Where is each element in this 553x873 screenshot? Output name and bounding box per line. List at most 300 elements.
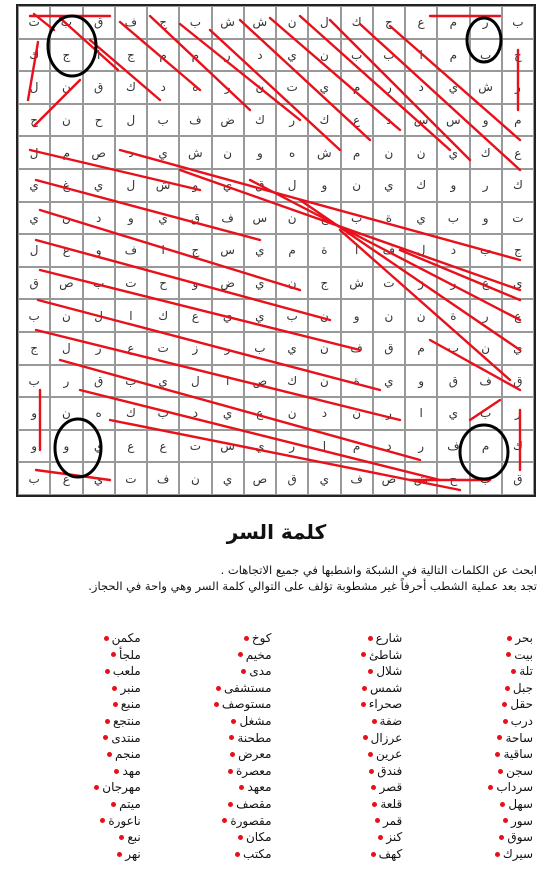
strike-dot-icon <box>239 785 244 790</box>
grid-cell: ك <box>244 104 276 137</box>
grid-cell: ش <box>341 267 373 300</box>
grid-cell: و <box>308 169 340 202</box>
strike-dot-icon <box>111 652 116 657</box>
word-text: بحر <box>515 631 533 645</box>
word-text: قلعة <box>380 796 403 811</box>
word-item <box>282 713 403 730</box>
grid-cell: ق <box>83 365 115 398</box>
grid-cell: د <box>373 104 405 137</box>
strike-dot-icon <box>105 719 110 724</box>
strike-dot-icon <box>362 686 367 691</box>
strike-dot-icon <box>214 702 219 707</box>
grid-cell: ح <box>502 39 534 72</box>
grid-cell: ع <box>470 267 502 300</box>
grid-cell: ج <box>18 332 50 365</box>
grid-cell: ع <box>341 104 373 137</box>
grid-cell: ب <box>437 202 469 235</box>
grid-cell: ق <box>502 365 534 398</box>
word-item <box>20 846 141 863</box>
strike-dot-icon <box>107 752 112 757</box>
word-item <box>151 730 272 747</box>
grid-cell: ص <box>244 462 276 495</box>
grid-cell: ف <box>115 234 147 267</box>
word-item <box>412 746 533 763</box>
grid-cell: ن <box>405 299 437 332</box>
grid-cell: د <box>437 234 469 267</box>
grid-cell: ه <box>179 71 211 104</box>
word-text: منبر <box>120 680 141 695</box>
word-text: ضفة <box>379 713 403 728</box>
word-item <box>282 746 403 763</box>
word-item <box>151 663 272 680</box>
word-item <box>412 663 533 680</box>
word-item <box>151 763 272 780</box>
grid-cell: ي <box>212 462 244 495</box>
grid-cell: ر <box>373 71 405 104</box>
grid-cell: ك <box>341 6 373 39</box>
grid-cell: ب <box>83 267 115 300</box>
grid-cell: ص <box>50 267 82 300</box>
grid-cell: ص <box>244 365 276 398</box>
grid-cell: و <box>470 202 502 235</box>
grid-cell: و <box>341 299 373 332</box>
strike-dot-icon <box>216 686 221 691</box>
grid-cell: ك <box>470 136 502 169</box>
word-text: منبع <box>120 697 141 712</box>
grid-cell: ن <box>50 71 82 104</box>
grid-cell: ت <box>179 430 211 463</box>
strike-dot-icon <box>368 669 373 674</box>
grid-cell: ي <box>83 462 115 495</box>
grid-cell: ن <box>276 202 308 235</box>
strike-dot-icon <box>235 852 240 857</box>
grid-cell: م <box>147 39 179 72</box>
strike-dot-icon <box>100 818 105 823</box>
grid-cell: ك <box>502 169 534 202</box>
strike-dot-icon <box>104 636 109 641</box>
grid-cell: م <box>405 332 437 365</box>
strike-dot-icon <box>105 669 110 674</box>
word-text: منجم <box>114 747 141 762</box>
grid-cell: و <box>437 169 469 202</box>
word-item <box>20 796 141 813</box>
grid-cell: ر <box>405 430 437 463</box>
grid-cell: ر <box>212 332 244 365</box>
word-item <box>20 696 141 713</box>
grid-cell: ل <box>405 234 437 267</box>
grid-cell: ن <box>308 39 340 72</box>
word-list <box>20 630 533 870</box>
word-item <box>20 763 141 780</box>
word-text: مستوصف <box>221 697 272 712</box>
word-text: صحراء <box>368 697 403 712</box>
grid-cell: د <box>405 71 437 104</box>
grid-cell: ج <box>50 39 82 72</box>
grid-cell: ب <box>115 365 147 398</box>
grid-cell: ر <box>470 299 502 332</box>
grid-cell: د <box>373 430 405 463</box>
word-text: سرداب <box>496 780 533 795</box>
grid-cell: ل <box>276 169 308 202</box>
grid-cell: ف <box>341 332 373 365</box>
grid-cell: ي <box>502 332 534 365</box>
grid-cell: ز <box>179 332 211 365</box>
word-item <box>282 763 403 780</box>
strike-dot-icon <box>231 719 236 724</box>
grid-cell: ل <box>83 299 115 332</box>
word-text: سجن <box>506 763 533 778</box>
grid-cell: ب <box>437 332 469 365</box>
grid-cell: ي <box>502 267 534 300</box>
word-text: ساقية <box>503 747 533 762</box>
word-text: ساحة <box>505 730 533 745</box>
grid-cell: ب <box>18 299 50 332</box>
grid-cell: س <box>244 202 276 235</box>
grid-cell: ع <box>115 332 147 365</box>
grid-cell: ق <box>18 267 50 300</box>
grid-cell: ع <box>179 299 211 332</box>
grid-cell: ف <box>147 462 179 495</box>
grid-cell: ش <box>179 136 211 169</box>
strike-dot-icon <box>361 702 366 707</box>
word-text: حقل <box>510 697 533 712</box>
grid-cell: ش <box>212 6 244 39</box>
word-text: مكان <box>245 830 272 845</box>
grid-cell: ش <box>405 462 437 495</box>
grid-cell: س <box>437 104 469 137</box>
grid-cell: ي <box>437 397 469 430</box>
grid-cell: ي <box>244 234 276 267</box>
grid-cell: ا <box>115 299 147 332</box>
grid-cell: ف <box>341 462 373 495</box>
grid-cell: ل <box>115 169 147 202</box>
word-text: شاطئ <box>368 647 403 662</box>
grid-cell: ت <box>502 202 534 235</box>
word-item <box>151 746 272 763</box>
word-item <box>151 713 272 730</box>
word-text: مهد <box>122 763 141 778</box>
grid-cell: ر <box>470 6 502 39</box>
grid-cell: ح <box>147 267 179 300</box>
grid-cell: ق <box>83 6 115 39</box>
word-item <box>412 846 533 863</box>
strike-dot-icon <box>375 818 380 823</box>
grid-cell: ر <box>212 71 244 104</box>
word-text: سهل <box>508 796 533 811</box>
grid-cell: س <box>212 430 244 463</box>
strike-dot-icon <box>119 835 124 840</box>
grid-cell: ف <box>470 365 502 398</box>
grid-cell: ق <box>83 71 115 104</box>
grid-cell: ي <box>83 430 115 463</box>
instruction-line-1: ابحث عن الكلمات التالية في الشبكة واشطبها في جميع الاتجاهات . <box>220 563 537 577</box>
grid-cell: ن <box>308 332 340 365</box>
grid-cell: ل <box>50 332 82 365</box>
grid-cell: ل <box>18 71 50 104</box>
grid-cell: ج <box>179 234 211 267</box>
grid-cell: ي <box>212 169 244 202</box>
grid-cell: ب <box>341 39 373 72</box>
word-text: نهر <box>125 846 141 861</box>
grid-cell: ب <box>147 104 179 137</box>
word-text: مقصورة <box>230 813 272 828</box>
grid-cell: ا <box>405 39 437 72</box>
grid-cell: و <box>179 169 211 202</box>
grid-cell: ن <box>341 397 373 430</box>
grid-cell: ي <box>147 365 179 398</box>
grid-cell: م <box>437 6 469 39</box>
word-item <box>412 647 533 664</box>
word-text: شلال <box>376 664 403 679</box>
grid-cell: ا <box>147 234 179 267</box>
word-item <box>412 730 533 747</box>
grid-cell: ك <box>502 430 534 463</box>
strike-dot-icon <box>511 669 516 674</box>
grid-cell: ض <box>212 104 244 137</box>
strike-dot-icon <box>502 702 507 707</box>
grid-cell: ن <box>212 136 244 169</box>
grid-cell: ي <box>437 136 469 169</box>
word-text: ملجأ <box>118 647 141 662</box>
grid-cell: ح <box>18 104 50 137</box>
grid-cell: ك <box>115 71 147 104</box>
grid-cell: ر <box>276 104 308 137</box>
grid-cell: س <box>212 234 244 267</box>
grid-cell: ي <box>373 169 405 202</box>
strike-dot-icon <box>230 752 235 757</box>
grid-cell: ل <box>308 6 340 39</box>
word-text: ميتم <box>119 796 141 811</box>
grid-cell: ت <box>276 71 308 104</box>
strike-dot-icon <box>228 802 233 807</box>
grid-cell: ف <box>212 202 244 235</box>
grid-cell: و <box>470 104 502 137</box>
word-text: جبل <box>512 680 533 695</box>
grid-cell: ر <box>373 397 405 430</box>
grid-cell: ب <box>373 39 405 72</box>
grid-cell: ن <box>276 267 308 300</box>
word-item <box>282 813 403 830</box>
word-item <box>20 630 141 647</box>
grid-cell: ي <box>373 365 405 398</box>
grid-cell: ف <box>179 104 211 137</box>
grid-cell: ي <box>244 430 276 463</box>
grid-cell: س <box>405 104 437 137</box>
strike-dot-icon <box>361 652 366 657</box>
grid-cell: م <box>276 234 308 267</box>
grid-cell: ن <box>308 365 340 398</box>
strike-dot-icon <box>371 852 376 857</box>
grid-cell: ق <box>373 332 405 365</box>
grid-cell: ن <box>276 6 308 39</box>
grid-cell: ع <box>115 430 147 463</box>
grid-cell: ب <box>341 202 373 235</box>
word-text: معهد <box>247 780 272 795</box>
word-text: مشغل <box>239 713 272 728</box>
grid-cell: ي <box>147 136 179 169</box>
strike-dot-icon <box>503 818 508 823</box>
word-text: مكتب <box>243 846 272 861</box>
grid-cell: ف <box>437 430 469 463</box>
grid-cell: ش <box>244 6 276 39</box>
grid-cell: د <box>244 39 276 72</box>
word-item <box>20 663 141 680</box>
grid-cell: ب <box>244 332 276 365</box>
grid-cell: ب <box>502 6 534 39</box>
word-item <box>151 779 272 796</box>
strike-dot-icon <box>222 818 227 823</box>
word-text: مقصف <box>236 796 272 811</box>
grid-cell: ك <box>405 169 437 202</box>
grid-cell: ق <box>244 169 276 202</box>
grid-cell: ش <box>308 136 340 169</box>
grid-cell: ص <box>373 462 405 495</box>
grid-cell: ن <box>308 299 340 332</box>
word-text: درب <box>510 713 533 728</box>
grid-cell: ك <box>115 397 147 430</box>
strike-dot-icon <box>495 852 500 857</box>
strike-dot-icon <box>117 852 122 857</box>
grid-cell: ج <box>308 267 340 300</box>
strike-dot-icon <box>238 652 243 657</box>
grid-cell: ح <box>437 462 469 495</box>
grid-cell: ن <box>341 169 373 202</box>
grid-cell: ب <box>50 6 82 39</box>
strike-dot-icon <box>238 835 243 840</box>
strike-dot-icon <box>369 769 374 774</box>
strike-dot-icon <box>371 785 376 790</box>
grid-cell: ع <box>405 6 437 39</box>
grid-cell: م <box>341 430 373 463</box>
word-text: بيت <box>514 647 533 662</box>
grid-cell: ل <box>115 104 147 137</box>
grid-cell: ت <box>18 6 50 39</box>
grid-cell: ع <box>502 136 534 169</box>
word-text: ملعب <box>112 664 141 679</box>
word-text: كوخ <box>251 631 272 645</box>
word-text: مدى <box>249 664 272 679</box>
grid-cell: و <box>18 397 50 430</box>
word-item <box>151 813 272 830</box>
grid-cell: ة <box>308 234 340 267</box>
word-item <box>20 779 141 796</box>
grid-cell: ف <box>115 6 147 39</box>
word-text: شارع <box>375 631 403 645</box>
grid-cell: و <box>405 365 437 398</box>
grid-cell: ر <box>470 169 502 202</box>
grid-cell: و <box>244 136 276 169</box>
grid-cell: ت <box>147 332 179 365</box>
grid-cell: م <box>470 430 502 463</box>
word-text: مطحنة <box>237 730 272 745</box>
grid-cell: ا <box>405 397 437 430</box>
strike-dot-icon <box>503 719 508 724</box>
word-item <box>151 846 272 863</box>
instruction-line-2: تجد بعد عملية الشطب أحرفاً غير مشطوبة تؤلف على التوالي كلمة السر وهي واحة في الحجاز. <box>88 579 537 593</box>
strike-dot-icon <box>498 769 503 774</box>
grid-cell: م <box>341 71 373 104</box>
grid-cell: ن <box>470 332 502 365</box>
strike-dot-icon <box>368 636 373 641</box>
grid-cell: ز <box>405 267 437 300</box>
word-item <box>282 730 403 747</box>
grid-cell: ر <box>212 39 244 72</box>
grid-cell: و <box>18 430 50 463</box>
grid-cell: ه <box>276 136 308 169</box>
grid-cell: ن <box>50 104 82 137</box>
grid-cell: ن <box>179 462 211 495</box>
grid-cell: ا <box>212 365 244 398</box>
grid-cell: ن <box>373 299 405 332</box>
strike-dot-icon <box>488 785 493 790</box>
grid-cell: ع <box>50 462 82 495</box>
word-column-3 <box>151 630 272 870</box>
grid-cell: ت <box>115 462 147 495</box>
word-text: ناعورة <box>108 813 141 828</box>
grid-cell: ب <box>470 397 502 430</box>
word-item <box>282 696 403 713</box>
grid-cell: ر <box>83 332 115 365</box>
word-text: شمس <box>369 680 403 695</box>
grid-cell: ن <box>276 397 308 430</box>
grid-cell: ق <box>179 202 211 235</box>
strike-dot-icon <box>363 735 368 740</box>
grid-cell: ح <box>373 6 405 39</box>
grid-cell: ع <box>147 430 179 463</box>
grid-cell: ف <box>373 234 405 267</box>
word-text: منتدى <box>111 730 141 745</box>
strike-dot-icon <box>241 669 246 674</box>
grid-cell: ب <box>470 462 502 495</box>
grid-cell: و <box>83 234 115 267</box>
grid-cell: ض <box>212 267 244 300</box>
strike-dot-icon <box>94 785 99 790</box>
word-item <box>412 796 533 813</box>
grid-cell: م <box>179 39 211 72</box>
grid-cell: ب <box>18 462 50 495</box>
word-item <box>412 713 533 730</box>
grid-cell: د <box>308 397 340 430</box>
puzzle-title: كلمة السر <box>226 520 327 544</box>
grid-cell: ة <box>373 202 405 235</box>
word-column-4 <box>20 630 141 870</box>
word-text: مكمن <box>111 631 141 645</box>
grid-cell: د <box>147 71 179 104</box>
grid-cell: ي <box>83 169 115 202</box>
grid-cell: ح <box>308 202 340 235</box>
strike-dot-icon <box>495 752 500 757</box>
grid-cell: م <box>502 104 534 137</box>
grid-cell: غ <box>50 169 82 202</box>
grid-cell: ن <box>244 71 276 104</box>
grid-cell: ج <box>115 39 147 72</box>
word-item <box>151 796 272 813</box>
word-text: فندق <box>377 763 403 778</box>
strike-dot-icon <box>368 752 373 757</box>
grid-cell: و <box>50 430 82 463</box>
word-item <box>282 779 403 796</box>
grid-cell: ة <box>341 365 373 398</box>
grid-cell: ص <box>83 136 115 169</box>
grid-cell: ي <box>437 71 469 104</box>
grid-cell: ب <box>18 365 50 398</box>
word-item <box>20 713 141 730</box>
grid-cell: ع <box>502 299 534 332</box>
grid-cell: د <box>83 202 115 235</box>
word-text: معرض <box>238 747 272 762</box>
word-item <box>412 763 533 780</box>
strike-dot-icon <box>112 686 117 691</box>
